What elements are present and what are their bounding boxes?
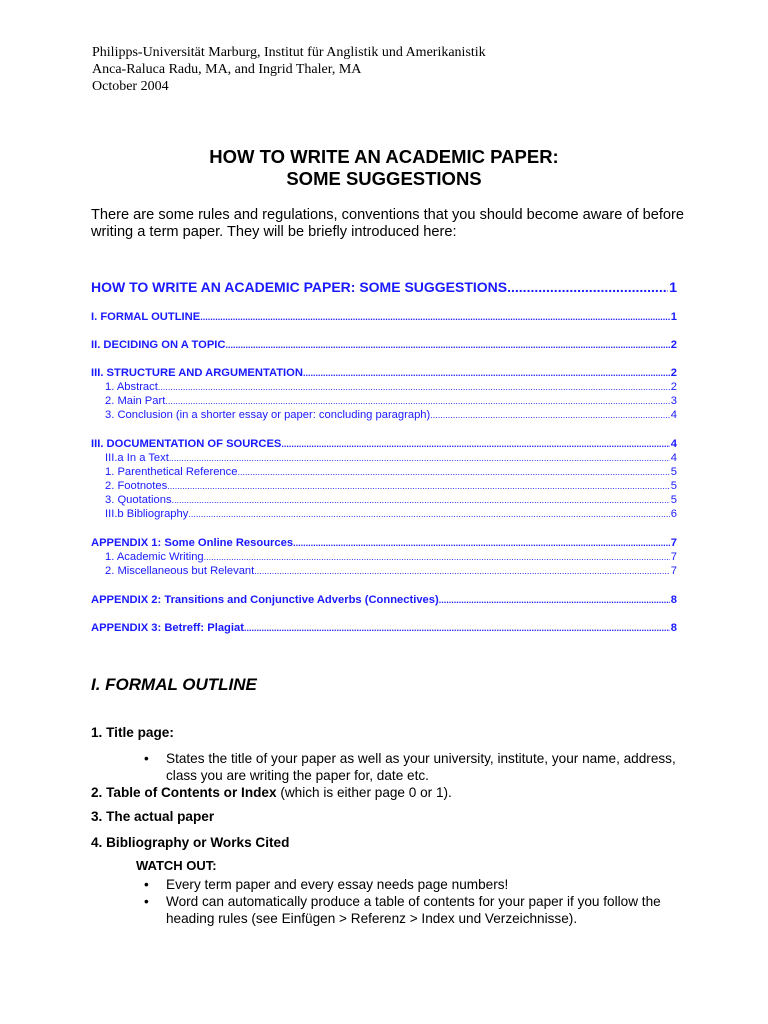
toc-entry-text: HOW TO WRITE AN ACADEMIC PAPER: SOME SUGGESTIONS: [91, 279, 508, 295]
toc-page-number: 8: [670, 622, 677, 634]
toc-entry[interactable]: [91, 409, 677, 421]
intro-paragraph: There are some rules and regulations, conventions that you should become aware of before writing a term paper. They will be briefly introduced here:: [91, 207, 685, 240]
outline-item-toc-label: 2. Table of Contents or Index: [91, 785, 277, 800]
toc-leader: [200, 311, 670, 323]
bullet-text: Every term paper and every essay needs page numbers!: [166, 877, 509, 892]
toc-entry-text: I. FORMAL OUTLINE: [91, 311, 201, 323]
watch-out-label: WATCH OUT:: [136, 858, 217, 873]
header-authors: Anca-Raluca Radu, MA, and Ingrid Thaler, MA: [92, 62, 362, 77]
toc-entry[interactable]: [91, 480, 677, 492]
toc-page-number: 2: [670, 339, 677, 351]
toc-leader: [237, 466, 669, 478]
outline-item-toc-note: (which is either page 0 or 1).: [276, 785, 452, 800]
toc-page-number: 8: [670, 594, 677, 606]
toc-entry-text: APPENDIX 2: Transitions and Conjunctive Adverbs (Connectives): [91, 594, 439, 606]
toc-leader: [507, 279, 668, 295]
bullet-text: Word can automatically produce a table of contents for your paper if you follow the heading rules (see Einfügen > Referenz > Index und Verzeichnisse).: [166, 894, 661, 926]
toc-entry-text: APPENDIX 3: Betreff: Plagiat: [91, 622, 244, 634]
toc-entry[interactable]: [91, 339, 677, 351]
toc-leader: [204, 551, 670, 563]
bullet-item: [144, 876, 684, 893]
toc-leader: [225, 339, 669, 351]
toc-entry[interactable]: [91, 367, 677, 379]
toc-entry-text: 1. Abstract: [105, 381, 158, 393]
bullet-text: States the title of your paper as well as your university, institute, your name, address, class you are writing the paper for, date etc.: [166, 751, 676, 783]
toc-entry-text: 2. Main Part: [105, 395, 166, 407]
toc-page-number: 4: [670, 438, 677, 450]
toc-entry[interactable]: [91, 395, 677, 407]
toc-leader: [188, 508, 669, 520]
toc-page-number: 3: [670, 395, 677, 407]
toc-leader: [439, 594, 670, 606]
toc-leader: [281, 438, 669, 450]
bullet-item: [144, 750, 684, 784]
toc-entry[interactable]: [91, 565, 677, 577]
toc-entry[interactable]: [91, 622, 677, 634]
document-header: [92, 44, 486, 95]
toc-page-number: 1: [669, 279, 677, 295]
toc-entry[interactable]: [91, 438, 677, 450]
toc-leader: [293, 537, 670, 549]
toc-entry[interactable]: [91, 279, 677, 295]
toc-entry[interactable]: [91, 537, 677, 549]
toc-page-number: 6: [670, 508, 677, 520]
outline-item-actual-paper: [91, 809, 214, 824]
toc-leader: [169, 452, 670, 464]
bullet-item: [144, 893, 684, 927]
outline-item-title-page: [91, 725, 174, 740]
toc-page-number: 5: [670, 466, 677, 478]
document-title: [0, 146, 768, 190]
outline-item-table-of-contents: [91, 785, 452, 800]
outline-item-bibliography-label: 4. Bibliography or Works Cited: [91, 835, 290, 850]
toc-leader: [172, 494, 670, 506]
toc-entry[interactable]: [91, 381, 677, 393]
toc-entry-text: 2. Footnotes: [105, 480, 168, 492]
toc-page-number: 5: [670, 494, 677, 506]
toc-entry-text: III.b Bibliography: [105, 508, 189, 520]
toc-entry[interactable]: [91, 508, 677, 520]
header-institution: Philipps-Universität Marburg, Institut für Anglistik und Amerikanistik: [92, 45, 486, 60]
toc-leader: [244, 622, 670, 634]
toc-page-number: 5: [670, 480, 677, 492]
toc-leader: [158, 381, 670, 393]
header-date: October 2004: [92, 79, 169, 94]
toc-entry-text: 2. Miscellaneous but Relevant: [105, 565, 255, 577]
toc-page-number: 7: [670, 537, 677, 549]
toc-entry-text: II. DECIDING ON A TOPIC: [91, 339, 226, 351]
toc-entry-text: III.a In a Text: [105, 452, 169, 464]
bullet-icon: •: [144, 751, 149, 766]
toc-leader: [254, 565, 670, 577]
bullet-icon: •: [144, 877, 149, 892]
outline-item-bibliography: [91, 835, 289, 850]
toc-page-number: 4: [670, 409, 677, 421]
bullet-icon: •: [144, 894, 149, 909]
toc-page-number: 4: [670, 452, 677, 464]
toc-entry[interactable]: [91, 551, 677, 563]
toc-entry-text: 1. Parenthetical Reference: [105, 466, 238, 478]
toc-entry[interactable]: [91, 452, 677, 464]
toc-entry-text: 3. Quotations: [105, 494, 172, 506]
outline-item-actual-paper-label: 3. The actual paper: [91, 809, 215, 824]
toc-entry-text: 1. Academic Writing: [105, 551, 204, 563]
toc-page-number: 1: [670, 311, 677, 323]
toc-entry[interactable]: [91, 494, 677, 506]
toc-page-number: 7: [670, 551, 677, 563]
toc-entry[interactable]: [91, 311, 677, 323]
toc-page-number: 7: [670, 565, 677, 577]
toc-entry-text: III. DOCUMENTATION OF SOURCES: [91, 438, 282, 450]
title-line-1: HOW TO WRITE AN ACADEMIC PAPER:: [209, 146, 559, 167]
outline-item-title-page-label: 1. Title page:: [91, 725, 174, 740]
toc-entry-text: 3. Conclusion (in a shorter essay or paper: concluding paragraph): [105, 409, 431, 421]
toc-page-number: 2: [670, 381, 677, 393]
toc-entry-text: III. STRUCTURE AND ARGUMENTATION: [91, 367, 303, 379]
toc-page-number: 2: [670, 367, 677, 379]
toc-leader: [165, 395, 669, 407]
toc-entry-text: APPENDIX 1: Some Online Resources: [91, 537, 294, 549]
toc-entry[interactable]: [91, 466, 677, 478]
toc-leader: [167, 480, 670, 492]
section-heading-formal-outline: I. FORMAL OUTLINE: [91, 675, 257, 694]
toc-leader: [303, 367, 670, 379]
title-line-2: SOME SUGGESTIONS: [286, 168, 482, 189]
toc-leader: [430, 409, 670, 421]
toc-entry[interactable]: [91, 594, 677, 606]
